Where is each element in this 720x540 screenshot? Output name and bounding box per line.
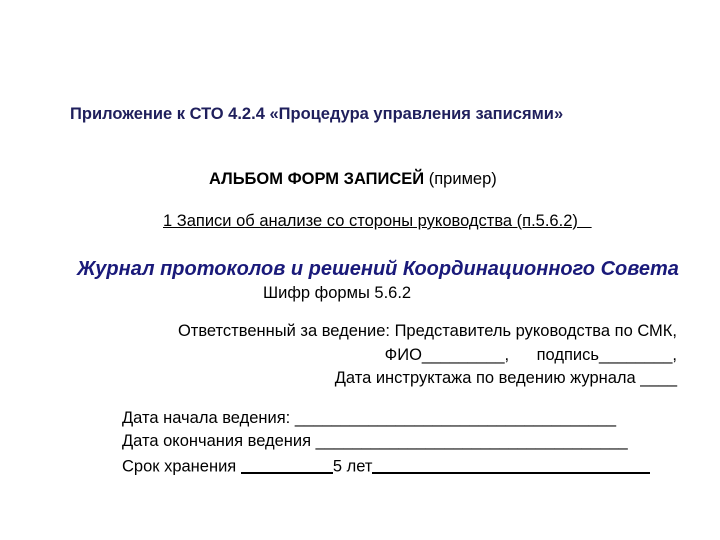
signature-blank: ________, bbox=[599, 346, 677, 364]
end-date-label: Дата окончания ведения bbox=[122, 432, 316, 450]
start-date-blank: ___________________________________ bbox=[294, 409, 617, 427]
album-title-suffix: (пример) bbox=[424, 170, 497, 188]
end-date-blank: __________________________________ bbox=[315, 432, 628, 450]
fio-signature-line bbox=[385, 346, 677, 365]
storage-period-blank bbox=[241, 455, 333, 474]
storage-period-label: Срок хранения bbox=[122, 457, 241, 476]
fio-label: ФИО bbox=[384, 346, 422, 364]
responsible-person: Ответственный за ведение: Представитель руководства по СМК, bbox=[177, 322, 677, 340]
appendix-title: Приложение к СТО 4.2.4 «Процедура управления записями» bbox=[70, 105, 564, 123]
briefing-date: Дата инструктажа по ведению журнала ____ bbox=[334, 369, 677, 387]
start-date-label: Дата начала ведения: bbox=[122, 409, 295, 427]
signature-label: подпись bbox=[536, 346, 599, 364]
album-title-main: АЛЬБОМ ФОРМ ЗАПИСЕЙ bbox=[209, 170, 425, 188]
album-title bbox=[209, 170, 497, 189]
storage-period-line bbox=[122, 455, 650, 477]
storage-period-value: 5 лет bbox=[332, 457, 373, 476]
storage-period-tail bbox=[372, 455, 650, 474]
journal-title: Журнал протоколов и решений Координационного Совета bbox=[77, 258, 679, 280]
form-cipher: Шифр формы 5.6.2 bbox=[263, 284, 412, 302]
section-heading: 1 Записи об анализе со стороны руководства (п.5.6.2) bbox=[163, 212, 592, 230]
fio-blank: _________, bbox=[421, 346, 510, 364]
start-date-line bbox=[122, 409, 616, 428]
end-date-line bbox=[122, 432, 628, 451]
